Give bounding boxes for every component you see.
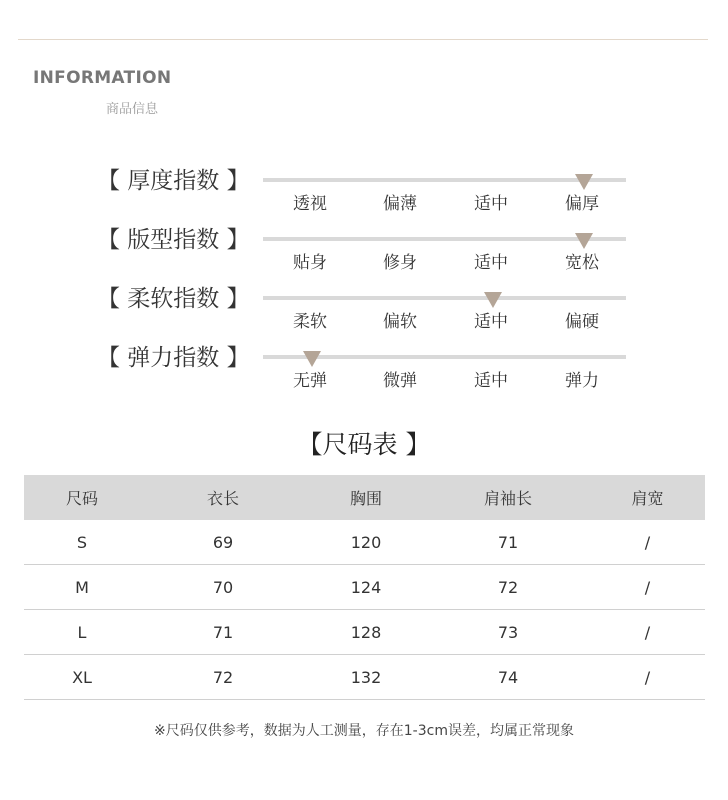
table-cell: L xyxy=(24,610,140,655)
index-option: 透视 xyxy=(293,194,327,214)
table-row xyxy=(24,520,705,565)
index-row xyxy=(0,339,728,397)
table-cell: 71 xyxy=(426,520,590,565)
table-row xyxy=(24,655,705,700)
table-cell: 124 xyxy=(306,565,426,610)
index-option: 适中 xyxy=(474,312,508,332)
index-label: 【 版型指数 】 xyxy=(97,227,250,253)
index-scale-bar xyxy=(263,178,626,182)
size-chart-title: 【尺码表 】 xyxy=(297,430,431,459)
table-cell: / xyxy=(590,520,705,565)
table-header-row xyxy=(24,475,705,520)
index-option: 修身 xyxy=(383,253,417,273)
header-cell: 肩宽 xyxy=(590,475,705,520)
table-cell: / xyxy=(590,565,705,610)
top-divider xyxy=(18,39,708,40)
table-cell: 120 xyxy=(306,520,426,565)
index-option: 无弹 xyxy=(293,371,327,391)
index-option: 偏薄 xyxy=(383,194,417,214)
index-option: 适中 xyxy=(474,253,508,273)
index-row xyxy=(0,162,728,220)
index-scale-bar xyxy=(263,296,626,300)
index-option: 适中 xyxy=(474,194,508,214)
table-cell: 132 xyxy=(306,655,426,700)
index-option: 弹力 xyxy=(565,371,599,391)
index-option: 偏软 xyxy=(383,312,417,332)
table-cell: / xyxy=(590,655,705,700)
table-cell: 70 xyxy=(140,565,306,610)
index-option: 宽松 xyxy=(565,253,599,273)
index-option: 柔软 xyxy=(293,312,327,332)
index-marker-icon xyxy=(575,174,593,190)
index-row xyxy=(0,221,728,279)
index-option: 偏硬 xyxy=(565,312,599,332)
index-marker-icon xyxy=(484,292,502,308)
table-cell: 69 xyxy=(140,520,306,565)
size-chart-table xyxy=(24,475,705,700)
index-option: 微弹 xyxy=(383,371,417,391)
table-cell: M xyxy=(24,565,140,610)
table-row xyxy=(24,610,705,655)
index-marker-icon xyxy=(303,351,321,367)
header-cell: 衣长 xyxy=(140,475,306,520)
table-cell: S xyxy=(24,520,140,565)
header-cell: 尺码 xyxy=(24,475,140,520)
index-scale-bar xyxy=(263,237,626,241)
table-cell: 74 xyxy=(426,655,590,700)
table-cell: 73 xyxy=(426,610,590,655)
index-marker-icon xyxy=(575,233,593,249)
table-cell: 72 xyxy=(426,565,590,610)
header-cell: 肩袖长 xyxy=(426,475,590,520)
index-label: 【 弹力指数 】 xyxy=(97,345,250,371)
table-cell: / xyxy=(590,610,705,655)
index-label: 【 柔软指数 】 xyxy=(97,286,250,312)
size-disclaimer: ※尺码仅供参考，数据为人工测量，存在1-3cm误差，均属正常现象 xyxy=(154,723,574,739)
index-option: 偏厚 xyxy=(565,194,599,214)
table-cell: 128 xyxy=(306,610,426,655)
table-row xyxy=(24,565,705,610)
index-option: 适中 xyxy=(474,371,508,391)
info-heading: INFORMATION xyxy=(33,68,172,88)
table-cell: 72 xyxy=(140,655,306,700)
header-cell: 胸围 xyxy=(306,475,426,520)
index-row xyxy=(0,280,728,338)
info-subheading: 商品信息 xyxy=(106,102,159,117)
table-cell: 71 xyxy=(140,610,306,655)
table-cell: XL xyxy=(24,655,140,700)
index-label: 【 厚度指数 】 xyxy=(97,168,250,194)
index-option: 贴身 xyxy=(293,253,327,273)
